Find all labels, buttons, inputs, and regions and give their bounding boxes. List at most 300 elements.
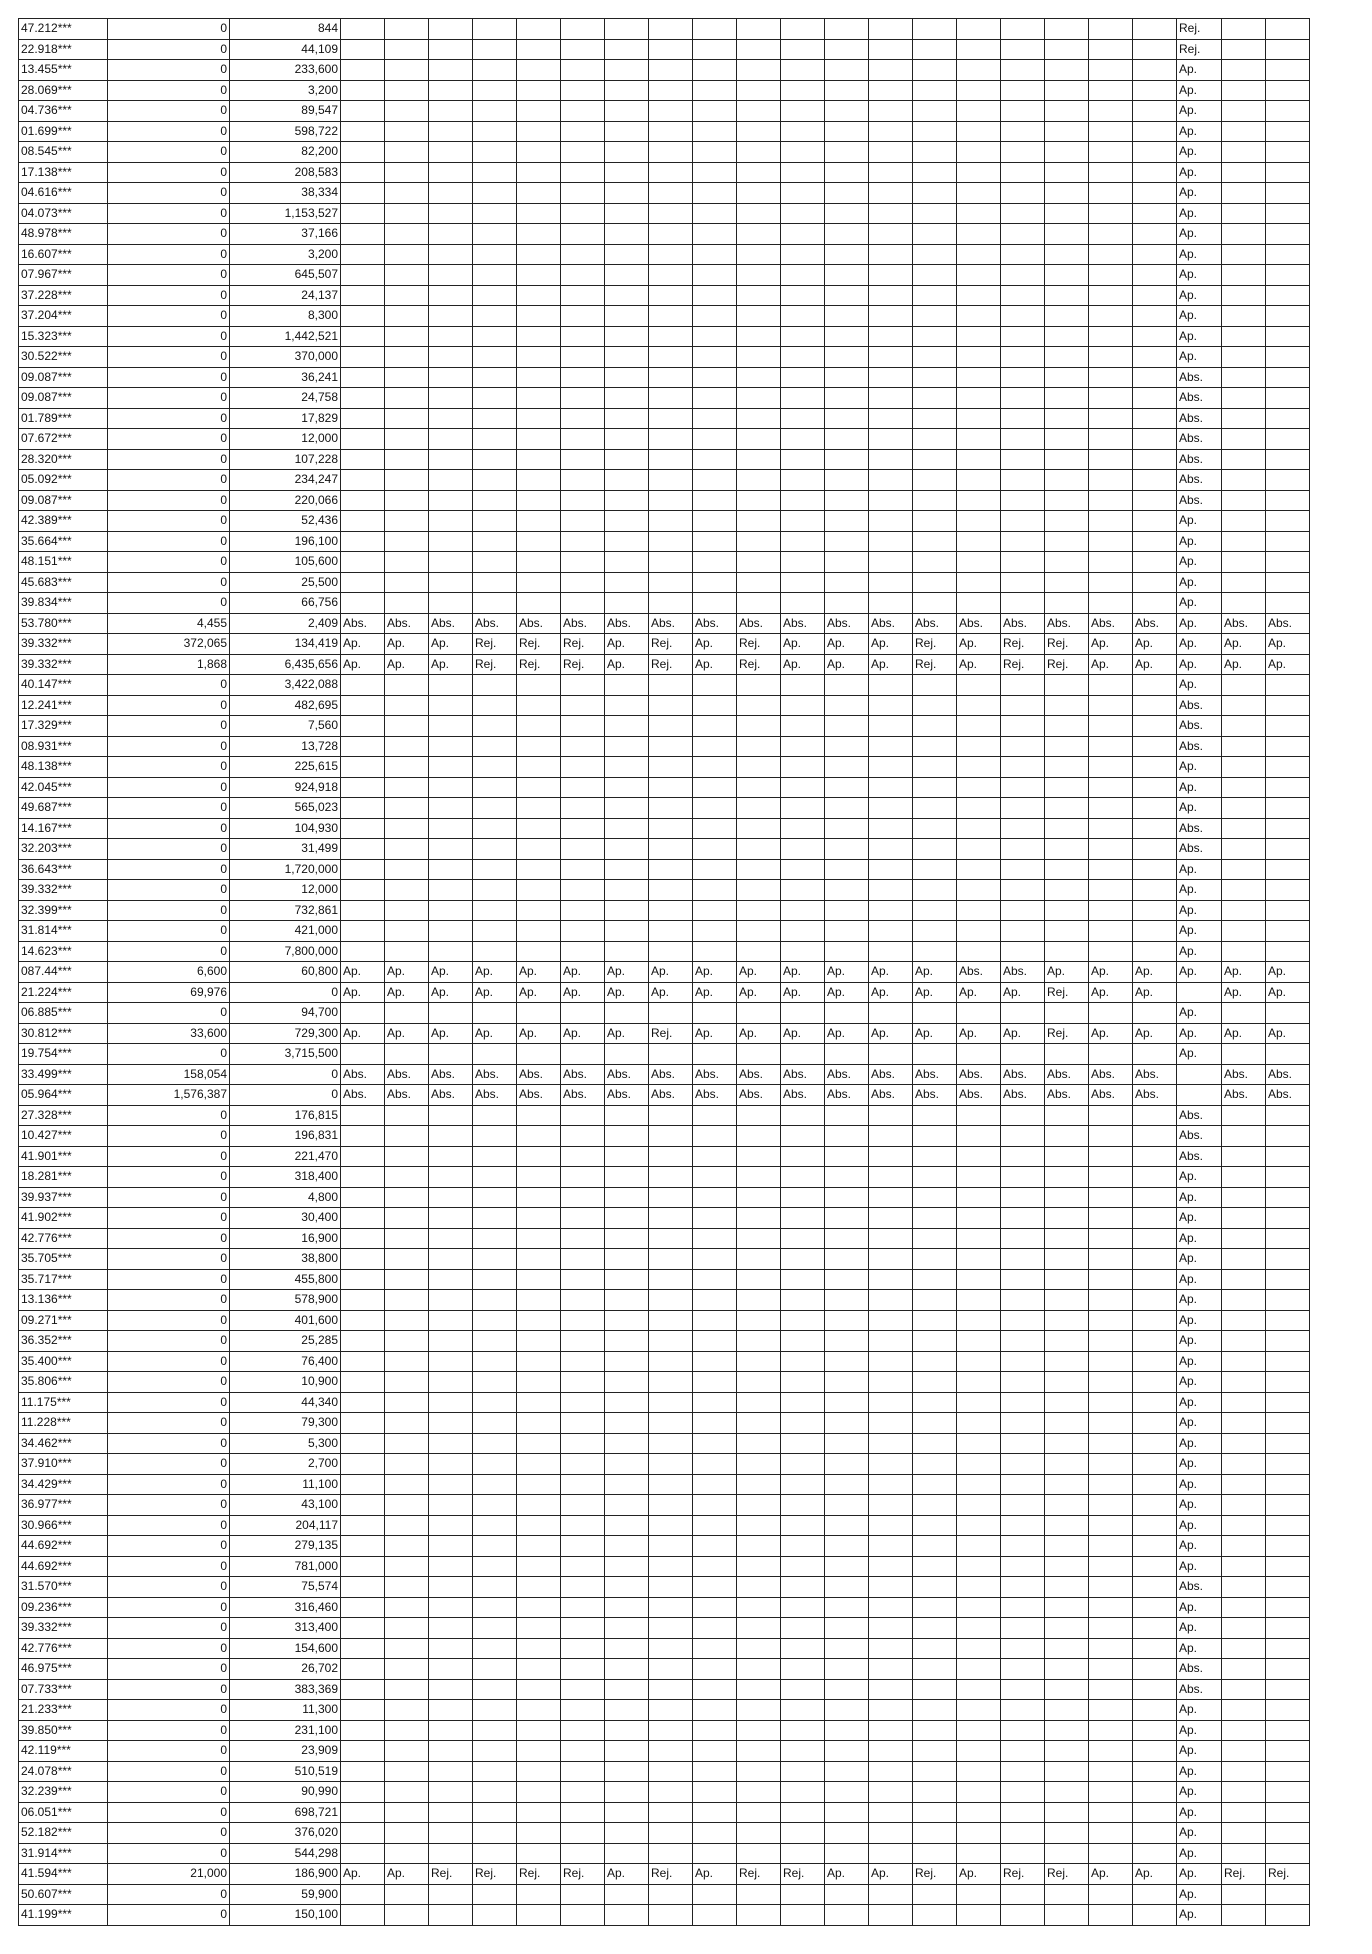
vote-cell — [1089, 675, 1133, 696]
vote-cell — [385, 490, 429, 511]
vote-cell — [1045, 798, 1089, 819]
vote-cell — [605, 1618, 649, 1639]
vote-cell — [341, 142, 385, 163]
shares-a-cell: 0 — [108, 142, 230, 163]
vote-cell: Ap. — [429, 982, 473, 1003]
vote-cell — [1266, 1372, 1310, 1393]
vote-cell — [913, 1495, 957, 1516]
vote-cell: Abs. — [1177, 1679, 1222, 1700]
shares-b-cell: 732,861 — [230, 900, 341, 921]
vote-cell — [957, 1597, 1001, 1618]
vote-cell — [429, 1474, 473, 1495]
vote-cell — [385, 1146, 429, 1167]
vote-cell — [649, 1003, 693, 1024]
table-row — [19, 1105, 1310, 1126]
vote-cell — [385, 716, 429, 737]
vote-cell — [517, 265, 561, 286]
vote-cell — [957, 736, 1001, 757]
vote-cell — [825, 285, 869, 306]
vote-cell: Abs. — [693, 1085, 737, 1106]
shareholder-id-cell: 19.754*** — [19, 1044, 108, 1065]
vote-cell — [1266, 1105, 1310, 1126]
vote-cell — [825, 1761, 869, 1782]
vote-cell — [605, 1433, 649, 1454]
shares-a-cell: 21,000 — [108, 1864, 230, 1885]
vote-cell — [1133, 1372, 1177, 1393]
vote-cell — [473, 265, 517, 286]
vote-cell — [429, 1372, 473, 1393]
vote-cell — [737, 347, 781, 368]
vote-cell — [825, 1597, 869, 1618]
vote-cell — [473, 1290, 517, 1311]
vote-cell — [385, 1433, 429, 1454]
vote-cell — [1001, 1331, 1045, 1352]
vote-cell — [1089, 490, 1133, 511]
vote-cell — [605, 572, 649, 593]
shares-b-cell: 0 — [230, 1085, 341, 1106]
vote-cell — [1133, 1003, 1177, 1024]
vote-cell — [605, 347, 649, 368]
vote-cell — [341, 1884, 385, 1905]
vote-cell: Ap. — [341, 962, 385, 983]
shareholder-id-cell: 35.717*** — [19, 1269, 108, 1290]
vote-cell — [1089, 121, 1133, 142]
vote-cell — [1266, 183, 1310, 204]
vote-cell — [825, 716, 869, 737]
vote-cell — [913, 1290, 957, 1311]
vote-cell — [781, 736, 825, 757]
shares-b-cell: 225,615 — [230, 757, 341, 778]
vote-cell: Ap. — [1177, 347, 1222, 368]
vote-cell — [825, 347, 869, 368]
vote-cell — [913, 449, 957, 470]
vote-cell — [429, 1331, 473, 1352]
shareholder-id-cell: 08.545*** — [19, 142, 108, 163]
shares-a-cell: 0 — [108, 531, 230, 552]
vote-cell — [957, 1638, 1001, 1659]
vote-cell — [605, 265, 649, 286]
vote-cell — [781, 39, 825, 60]
vote-cell — [1045, 941, 1089, 962]
vote-cell: Rej. — [473, 654, 517, 675]
vote-cell — [1133, 265, 1177, 286]
vote-cell — [693, 1782, 737, 1803]
vote-cell — [825, 757, 869, 778]
vote-cell — [1222, 449, 1266, 470]
vote-cell: Ap. — [1266, 654, 1310, 675]
vote-cell — [957, 60, 1001, 81]
shareholder-id-cell: 13.136*** — [19, 1290, 108, 1311]
vote-cell — [737, 224, 781, 245]
vote-cell — [473, 757, 517, 778]
vote-cell — [693, 265, 737, 286]
vote-cell — [473, 1372, 517, 1393]
vote-cell: Abs. — [517, 1085, 561, 1106]
vote-cell — [561, 1638, 605, 1659]
vote-cell — [825, 1679, 869, 1700]
vote-cell: Rej. — [429, 1864, 473, 1885]
vote-cell — [825, 1884, 869, 1905]
vote-cell — [737, 80, 781, 101]
shareholder-id-cell: 15.323*** — [19, 326, 108, 347]
vote-cell: Ap. — [1177, 162, 1222, 183]
vote-cell — [737, 1761, 781, 1782]
vote-cell — [429, 1638, 473, 1659]
vote-cell — [957, 388, 1001, 409]
table-row — [19, 121, 1310, 142]
vote-cell — [649, 1618, 693, 1639]
vote-cell — [869, 921, 913, 942]
vote-cell — [825, 941, 869, 962]
vote-cell — [737, 367, 781, 388]
vote-cell — [869, 470, 913, 491]
vote-cell: Abs. — [385, 613, 429, 634]
vote-cell: Abs. — [1177, 429, 1222, 450]
vote-cell — [1133, 1290, 1177, 1311]
vote-cell — [1133, 1433, 1177, 1454]
vote-cell — [561, 818, 605, 839]
vote-cell — [957, 716, 1001, 737]
vote-cell — [913, 675, 957, 696]
table-row — [19, 839, 1310, 860]
shares-a-cell: 372,065 — [108, 634, 230, 655]
vote-cell — [913, 839, 957, 860]
vote-cell: Ap. — [385, 1864, 429, 1885]
vote-cell: Ap. — [341, 982, 385, 1003]
vote-cell — [605, 511, 649, 532]
shareholder-id-cell: 09.087*** — [19, 490, 108, 511]
vote-cell: Ap. — [1177, 1536, 1222, 1557]
vote-cell — [385, 1392, 429, 1413]
vote-cell — [1089, 1167, 1133, 1188]
vote-cell — [1045, 1679, 1089, 1700]
vote-cell — [693, 880, 737, 901]
vote-cell — [517, 470, 561, 491]
vote-cell — [341, 326, 385, 347]
vote-cell: Ap. — [957, 1023, 1001, 1044]
vote-cell — [781, 921, 825, 942]
vote-cell — [429, 367, 473, 388]
vote-cell — [693, 1720, 737, 1741]
vote-cell — [429, 490, 473, 511]
vote-cell — [1045, 1044, 1089, 1065]
table-row — [19, 19, 1310, 40]
vote-cell — [1266, 1741, 1310, 1762]
shareholder-id-cell: 22.918*** — [19, 39, 108, 60]
vote-cell — [825, 388, 869, 409]
vote-cell — [957, 1720, 1001, 1741]
vote-cell — [737, 716, 781, 737]
vote-cell: Abs. — [1177, 839, 1222, 860]
vote-cell — [1089, 818, 1133, 839]
vote-cell — [869, 511, 913, 532]
shareholder-id-cell: 087.44*** — [19, 962, 108, 983]
shareholder-id-cell: 14.623*** — [19, 941, 108, 962]
vote-cell — [385, 1351, 429, 1372]
vote-cell — [1001, 1249, 1045, 1270]
vote-cell — [429, 203, 473, 224]
vote-cell — [737, 1290, 781, 1311]
vote-cell — [473, 1269, 517, 1290]
vote-cell — [1222, 1413, 1266, 1434]
vote-cell: Abs. — [1177, 367, 1222, 388]
vote-cell — [1001, 1454, 1045, 1475]
vote-cell: Abs. — [1177, 1105, 1222, 1126]
vote-cell — [473, 859, 517, 880]
vote-cell — [385, 429, 429, 450]
vote-cell: Abs. — [869, 613, 913, 634]
vote-cell — [649, 921, 693, 942]
vote-cell — [1133, 449, 1177, 470]
vote-cell — [429, 511, 473, 532]
vote-cell — [429, 60, 473, 81]
vote-cell — [341, 798, 385, 819]
vote-cell — [429, 1392, 473, 1413]
vote-cell — [737, 285, 781, 306]
vote-cell — [957, 900, 1001, 921]
vote-cell — [429, 572, 473, 593]
vote-cell — [1266, 1618, 1310, 1639]
vote-cell — [913, 511, 957, 532]
vote-cell — [385, 900, 429, 921]
vote-cell — [385, 162, 429, 183]
vote-cell — [473, 818, 517, 839]
shares-b-cell: 2,409 — [230, 613, 341, 634]
vote-cell — [605, 306, 649, 327]
shareholder-id-cell: 39.332*** — [19, 1618, 108, 1639]
vote-cell — [1222, 1249, 1266, 1270]
vote-cell — [341, 285, 385, 306]
shares-a-cell: 0 — [108, 1782, 230, 1803]
vote-cell — [1266, 1249, 1310, 1270]
vote-cell — [869, 449, 913, 470]
vote-cell — [385, 224, 429, 245]
vote-cell: Ap. — [869, 962, 913, 983]
vote-cell — [1089, 1638, 1133, 1659]
vote-cell — [825, 531, 869, 552]
vote-cell — [693, 798, 737, 819]
vote-cell — [1001, 1720, 1045, 1741]
shareholder-id-cell: 12.241*** — [19, 695, 108, 716]
table-row — [19, 1331, 1310, 1352]
vote-cell — [1001, 736, 1045, 757]
table-row — [19, 1720, 1310, 1741]
vote-cell: Ap. — [1177, 121, 1222, 142]
vote-cell — [561, 244, 605, 265]
vote-cell — [429, 921, 473, 942]
vote-cell — [429, 1454, 473, 1475]
vote-cell — [561, 531, 605, 552]
vote-cell — [1045, 1351, 1089, 1372]
vote-cell — [869, 1597, 913, 1618]
vote-cell — [1001, 818, 1045, 839]
vote-cell — [385, 1782, 429, 1803]
shares-b-cell: 76,400 — [230, 1351, 341, 1372]
vote-cell — [781, 1741, 825, 1762]
vote-cell: Ap. — [957, 634, 1001, 655]
vote-cell — [605, 941, 649, 962]
shareholder-id-cell: 32.399*** — [19, 900, 108, 921]
vote-cell: Ap. — [517, 1023, 561, 1044]
vote-cell — [825, 1167, 869, 1188]
shares-b-cell: 150,100 — [230, 1905, 341, 1926]
vote-cell — [1045, 470, 1089, 491]
shareholder-id-cell: 31.814*** — [19, 921, 108, 942]
vote-cell — [1133, 552, 1177, 573]
vote-cell: Abs. — [1177, 695, 1222, 716]
vote-cell: Rej. — [1001, 1864, 1045, 1885]
vote-cell — [913, 1905, 957, 1926]
vote-cell — [781, 347, 825, 368]
vote-cell — [1045, 1372, 1089, 1393]
vote-cell — [693, 347, 737, 368]
vote-table-body — [19, 19, 1310, 1926]
vote-cell — [605, 1167, 649, 1188]
vote-cell — [429, 880, 473, 901]
vote-cell — [1133, 408, 1177, 429]
vote-cell — [737, 921, 781, 942]
vote-cell — [781, 1515, 825, 1536]
vote-cell — [1133, 162, 1177, 183]
vote-cell — [693, 1228, 737, 1249]
vote-cell — [649, 1536, 693, 1557]
vote-cell — [1001, 798, 1045, 819]
vote-cell — [1001, 1290, 1045, 1311]
vote-cell — [1266, 326, 1310, 347]
vote-cell — [473, 1679, 517, 1700]
vote-cell — [473, 101, 517, 122]
vote-cell — [693, 1413, 737, 1434]
vote-cell: Ap. — [825, 982, 869, 1003]
vote-cell — [825, 1782, 869, 1803]
shares-b-cell: 729,300 — [230, 1023, 341, 1044]
vote-cell — [429, 1249, 473, 1270]
vote-cell — [1266, 1536, 1310, 1557]
vote-cell: Ap. — [649, 962, 693, 983]
shares-a-cell: 0 — [108, 1577, 230, 1598]
vote-cell — [913, 1003, 957, 1024]
vote-cell — [649, 1331, 693, 1352]
vote-cell — [693, 490, 737, 511]
vote-cell — [957, 1802, 1001, 1823]
vote-cell — [1266, 1577, 1310, 1598]
vote-cell: Ap. — [429, 654, 473, 675]
vote-cell: Ap. — [1177, 880, 1222, 901]
vote-cell: Ap. — [517, 962, 561, 983]
vote-cell — [781, 552, 825, 573]
vote-cell — [649, 285, 693, 306]
vote-cell — [517, 1372, 561, 1393]
vote-cell — [561, 1905, 605, 1926]
vote-cell — [649, 941, 693, 962]
vote-cell — [1089, 1187, 1133, 1208]
vote-cell — [957, 511, 1001, 532]
vote-cell: Ap. — [1133, 654, 1177, 675]
table-row — [19, 1884, 1310, 1905]
vote-cell — [649, 1638, 693, 1659]
vote-cell — [649, 224, 693, 245]
vote-cell — [605, 60, 649, 81]
vote-cell — [605, 203, 649, 224]
vote-cell — [1001, 142, 1045, 163]
vote-cell — [913, 1228, 957, 1249]
vote-cell — [693, 1044, 737, 1065]
shares-a-cell: 0 — [108, 367, 230, 388]
shares-b-cell: 208,583 — [230, 162, 341, 183]
vote-cell — [429, 1208, 473, 1229]
shares-b-cell: 11,300 — [230, 1700, 341, 1721]
vote-cell — [1089, 1802, 1133, 1823]
vote-cell — [517, 183, 561, 204]
vote-cell — [1089, 1679, 1133, 1700]
vote-cell: Ap. — [1177, 634, 1222, 655]
vote-cell — [957, 1331, 1001, 1352]
shares-a-cell: 0 — [108, 1659, 230, 1680]
vote-cell — [429, 1720, 473, 1741]
vote-cell — [957, 1413, 1001, 1434]
vote-cell — [781, 1413, 825, 1434]
vote-cell — [1089, 162, 1133, 183]
vote-cell — [649, 244, 693, 265]
vote-cell — [957, 1269, 1001, 1290]
vote-cell — [1089, 326, 1133, 347]
vote-cell — [1266, 1474, 1310, 1495]
vote-cell — [1001, 265, 1045, 286]
vote-cell: Abs. — [825, 613, 869, 634]
table-row — [19, 982, 1310, 1003]
vote-cell — [385, 326, 429, 347]
vote-cell — [1089, 101, 1133, 122]
vote-cell — [517, 1618, 561, 1639]
vote-cell — [385, 1515, 429, 1536]
vote-cell: Ap. — [1177, 1782, 1222, 1803]
vote-cell — [385, 285, 429, 306]
vote-cell — [913, 1474, 957, 1495]
vote-cell — [781, 1228, 825, 1249]
vote-cell: Ap. — [1177, 60, 1222, 81]
shares-b-cell: 10,900 — [230, 1372, 341, 1393]
shares-a-cell: 0 — [108, 1515, 230, 1536]
vote-cell: Ap. — [1177, 1331, 1222, 1352]
vote-cell: Ap. — [1177, 142, 1222, 163]
vote-cell — [957, 326, 1001, 347]
vote-cell — [869, 183, 913, 204]
vote-cell — [825, 1003, 869, 1024]
vote-cell — [605, 818, 649, 839]
vote-cell — [1222, 1433, 1266, 1454]
vote-cell — [1045, 1802, 1089, 1823]
shareholder-id-cell: 45.683*** — [19, 572, 108, 593]
vote-cell — [473, 1720, 517, 1741]
vote-cell — [517, 224, 561, 245]
vote-cell — [429, 818, 473, 839]
vote-cell — [649, 1351, 693, 1372]
vote-cell — [649, 1044, 693, 1065]
vote-cell: Abs. — [1266, 613, 1310, 634]
vote-cell — [781, 429, 825, 450]
vote-cell — [473, 60, 517, 81]
vote-cell: Abs. — [561, 1085, 605, 1106]
shares-b-cell: 1,442,521 — [230, 326, 341, 347]
vote-cell: Abs. — [429, 1064, 473, 1085]
vote-cell — [1001, 449, 1045, 470]
vote-cell — [1266, 367, 1310, 388]
vote-cell — [1001, 1392, 1045, 1413]
vote-cell — [561, 1126, 605, 1147]
vote-cell — [561, 757, 605, 778]
vote-cell — [781, 80, 825, 101]
vote-cell — [649, 1187, 693, 1208]
